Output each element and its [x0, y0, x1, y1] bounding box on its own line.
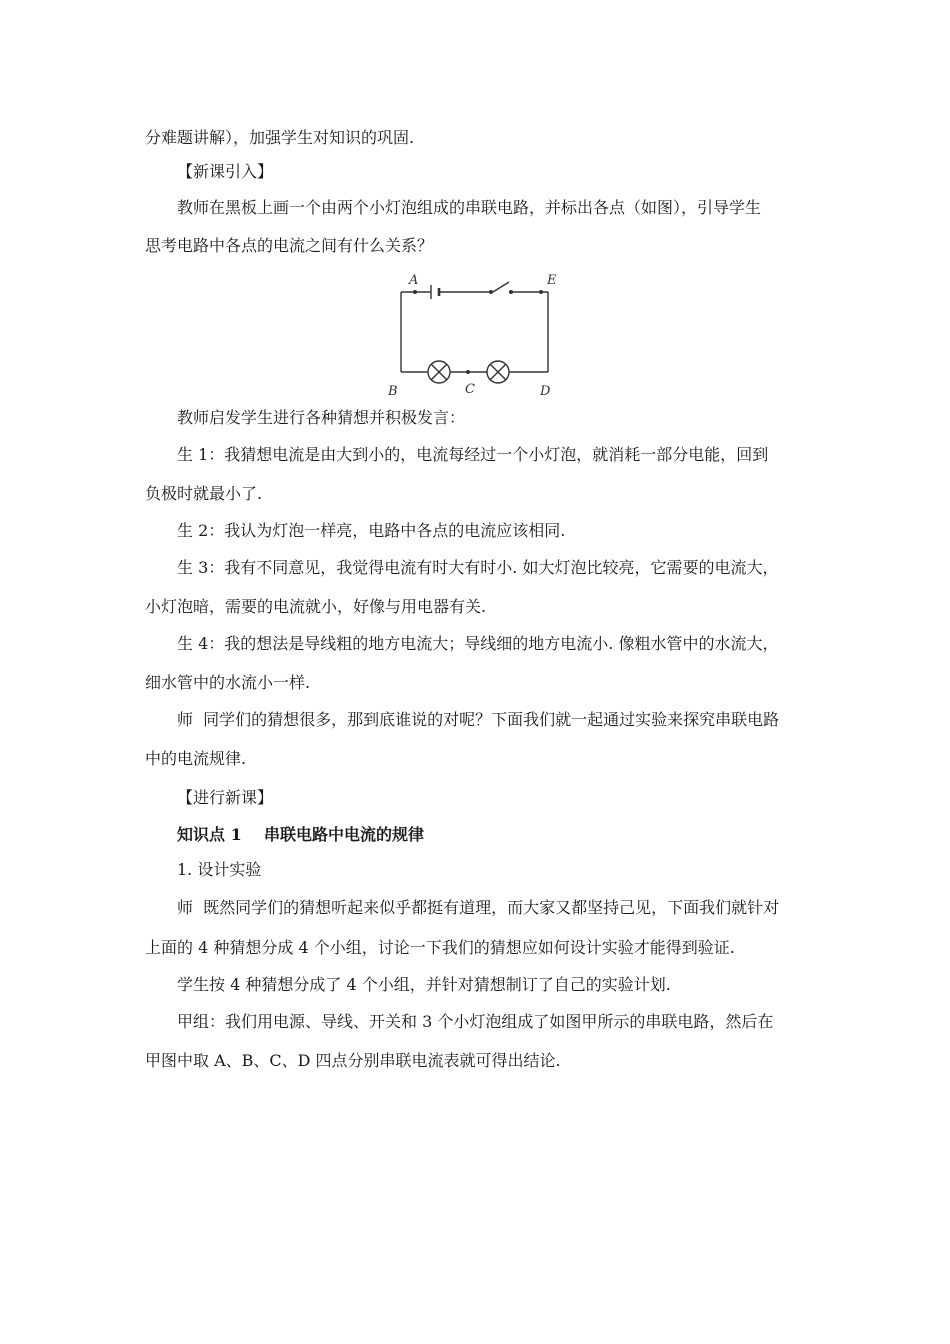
knowledge-point-heading: 知识点 1 串联电路中电流的规律 — [177, 825, 424, 844]
paragraph-line: 生 1：我猜想电流是由大到小的，电流每经过一个小灯泡，就消耗一部分电能，回到 — [177, 445, 769, 464]
paragraph-line: 分难题讲解），加强学生对知识的巩固. — [145, 128, 415, 147]
paragraph-line: 中的电流规律. — [145, 749, 247, 768]
paragraph-line: 思考电路中各点的电流之间有什么关系？ — [145, 236, 434, 255]
label-d: D — [540, 384, 551, 399]
paragraph-line: 师 既然同学们的猜想听起来似乎都挺有道理，而大家又都坚持己见，下面我们就针对 — [177, 898, 780, 917]
node-a-dot — [413, 290, 417, 294]
label-a: A — [409, 273, 419, 288]
paragraph-line: 上面的 4 种猜想分成 4 个小组，讨论一下我们的猜想应如何设计实验才能得到验证. — [145, 938, 735, 957]
section-heading-new-lesson-intro: 【新课引入】 — [177, 162, 274, 181]
paragraph-line: 师 同学们的猜想很多，那到底谁说的对呢？下面我们就一起通过实验来探究串联电路 — [177, 710, 780, 729]
switch-lever — [493, 282, 509, 292]
subheading-design-experiment: 1. 设计实验 — [177, 860, 262, 879]
section-heading-new-lesson: 【进行新课】 — [177, 788, 274, 807]
paragraph-line: 细水管中的水流小一样. — [145, 673, 311, 692]
node-c-dot — [466, 370, 470, 374]
paragraph-line: 学生按 4 种猜想分成了 4 个小组，并针对猜想制订了自己的实验计划. — [177, 975, 671, 994]
paragraph-line: 负极时就最小了. — [145, 484, 263, 503]
switch-contact-dot — [489, 290, 493, 294]
paragraph-line: 生 2：我认为灯泡一样亮，电路中各点的电流应该相同. — [177, 521, 566, 540]
series-circuit-diagram — [385, 268, 575, 400]
node-e-dot — [539, 290, 543, 294]
label-e: E — [547, 273, 557, 288]
paragraph-line: 甲组：我们用电源、导线、开关和 3 个小灯泡组成了如图甲所示的串联电路，然后在 — [177, 1012, 774, 1031]
paragraph-line: 生 4：我的想法是导线粗的地方电流大；导线细的地方电流小. 像粗水管中的水流大， — [177, 634, 779, 653]
label-b: B — [388, 384, 398, 399]
paragraph-line: 教师在黑板上画一个由两个小灯泡组成的串联电路，并标出各点（如图），引导学生 — [177, 198, 762, 217]
paragraph-line: 生 3：我有不同意见，我觉得电流有时大有时小. 如大灯泡比较亮，它需要的电流大， — [177, 558, 779, 577]
switch-contact-dot — [509, 290, 513, 294]
paragraph-line: 小灯泡暗，需要的电流就小，好像与用电器有关. — [145, 597, 487, 616]
label-c: C — [465, 382, 475, 397]
paragraph-line: 教师启发学生进行各种猜想并积极发言： — [177, 408, 466, 427]
paragraph-line: 甲图中取 A、B、C、D 四点分别串联电流表就可得出结论. — [145, 1051, 561, 1070]
